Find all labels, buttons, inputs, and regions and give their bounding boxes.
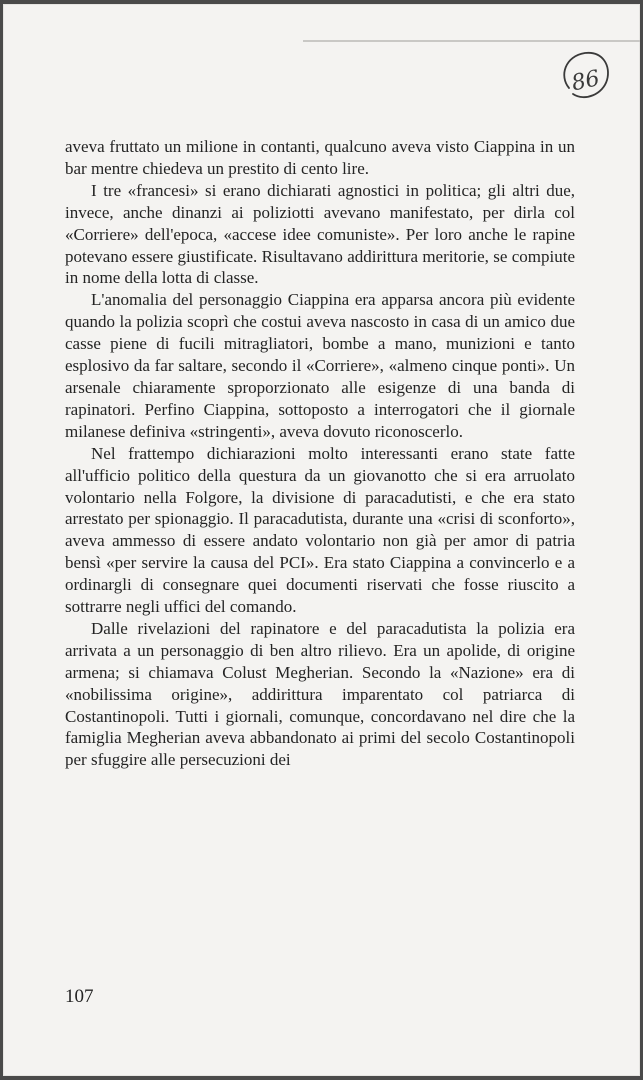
body-text (65, 136, 575, 771)
page-number: 107 (65, 986, 94, 1007)
top-scan-line (303, 40, 640, 42)
paragraph-1: aveva fruttato un milione in contanti, qualcuno aveva visto Ciappina in un bar mentre chiedeva un prestito di cento lire. (65, 137, 575, 178)
paragraph-3: L'anomalia del personaggio Ciappina era apparsa ancora più evidente quando la polizia scoprì che costui aveva nascosto in casa di un amico due casse piene di fucili mitragliatori, bombe a mano, munizioni e tanto esplosivo da far saltare, secondo il «Corriere», «almeno cinque ponti». Un arsenale chiaramente sproporzionato alle esigenze di una banda di rapinatori. Perfino Ciappina, sottoposto a interrogatori che il giornale milanese definiva «stringenti», aveva dovuto riconoscerlo. (65, 290, 575, 441)
handwritten-page-annotation (555, 48, 613, 104)
handwritten-number: 86 (569, 66, 602, 97)
paragraph-4: Nel frattempo dichiarazioni molto interessanti erano state fatte all'ufficio politico della questura da un giovanotto che si era arruolato volontario nella Folgore, la divisione di paracadutisti, e che era stato arrestato per spionaggio. Il paracadutista, durante una «crisi di sconforto», aveva ammesso di essere andato volontario non già per amor di patria bensì «per servire la causa del PCI». Era stato Ciappina a convincerlo e a ordinargli di consegnare quei documenti riservati che fosse riuscito a sottrarre negli uffici del comando. (65, 443, 575, 617)
paragraph-2: I tre «francesi» si erano dichiarati agnostici in politica; gli altri due, invece, anche dinanzi ai poliziotti avevano manifestato, per dirla col «Corriere» dell'epoca, «accese idee comuniste». Per loro anche le rapine potevano essere giustificate. Risultavano addirittura meritorie, se compiute in nome della lotta di classe. (65, 180, 575, 288)
paragraph-5: Dalle rivelazioni del rapinatore e del paracadutista la polizia era arrivata a un personaggio di ben altro rilievo. Era un apolide, di origine armena; si chiamava Colust Megherian. Secondo la «Nazione» era di «nobilissima origine», addirittura imparentato col patriarca di Costantinopoli. Tutti i giornali, comunque, concordavano nel dire che la famiglia Megherian aveva abbandonato ai primi del secolo Costantinopoli per sfuggire alle persecuzioni dei (65, 618, 575, 770)
book-page (3, 4, 640, 1076)
